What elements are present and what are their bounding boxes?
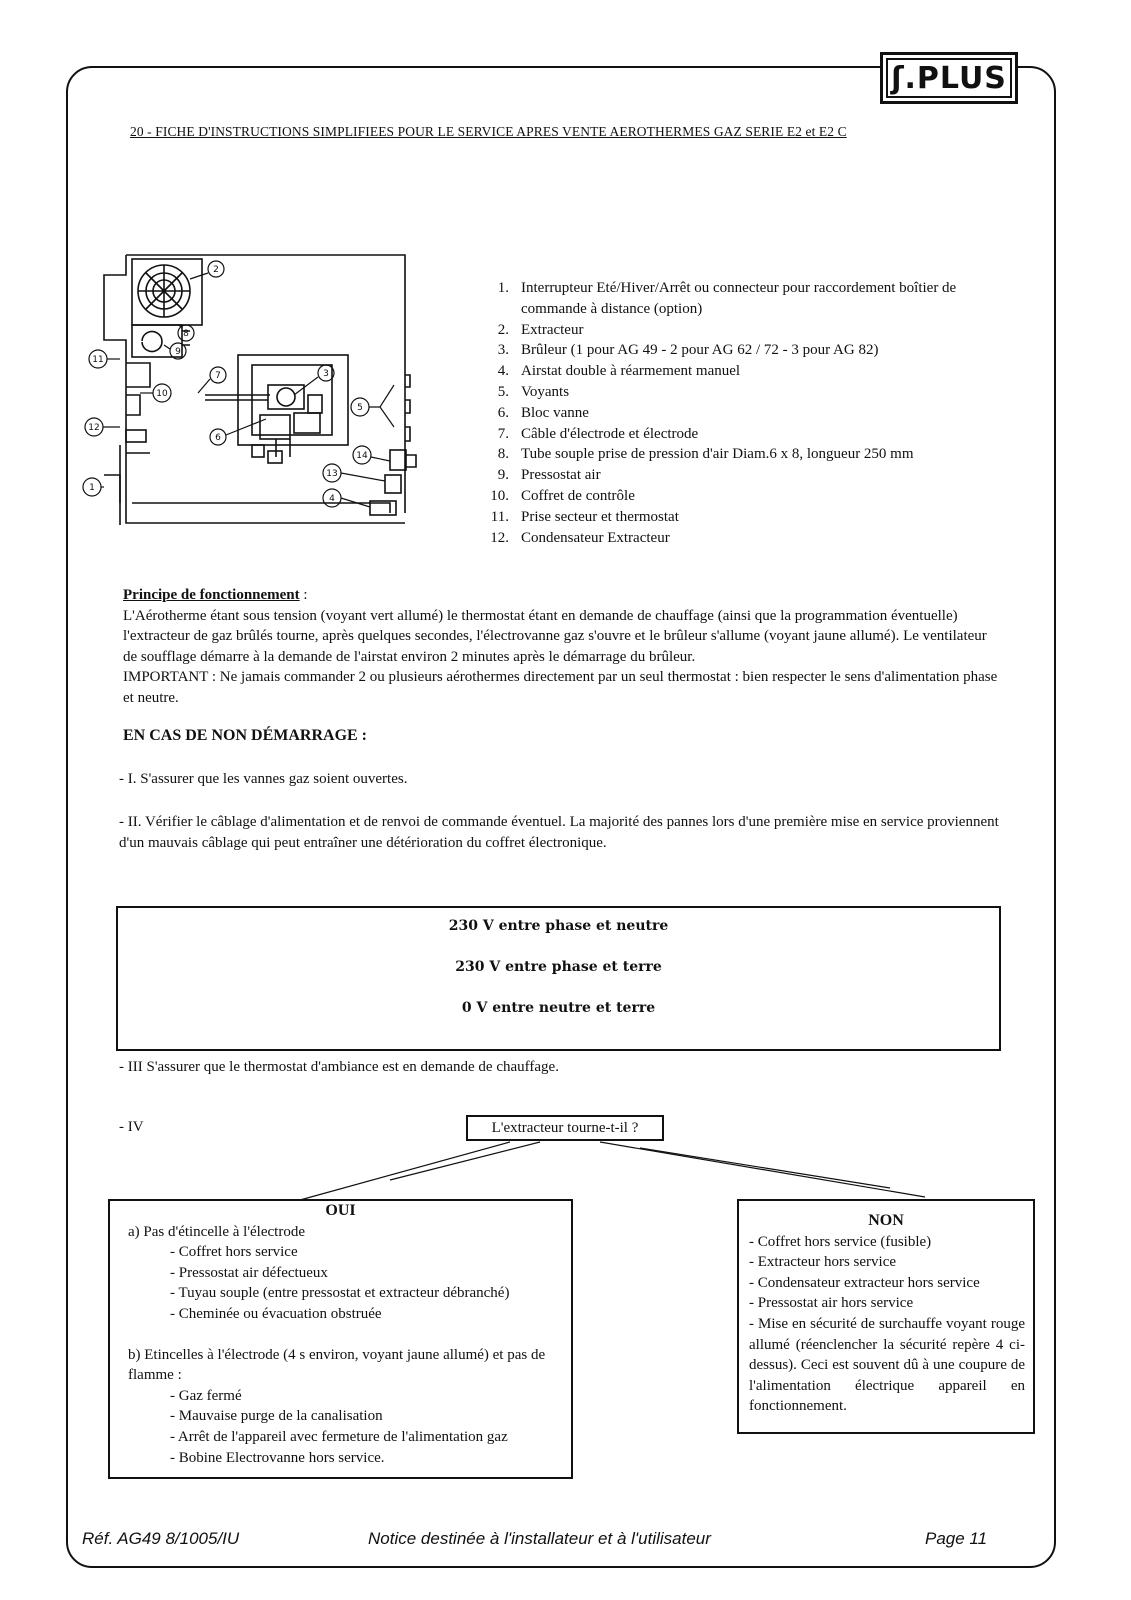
oui-a-item: - Tuyau souple (entre pressostat et extracteur débranché): [170, 1285, 510, 1302]
legend-num: 11.: [490, 508, 509, 525]
principe-title: Principe de fonctionnement: [123, 587, 300, 603]
legend-text: Brûleur (1 pour AG 49 - 2 pour AG 62 / 72 - 3 pour AG 82): [521, 342, 879, 359]
callout-4: 4: [329, 494, 335, 504]
oui-b-item: - Mauvaise purge de la canalisation: [170, 1408, 383, 1425]
non-item: - Coffret hors service (fusible): [749, 1233, 932, 1250]
principe-colon: :: [299, 587, 308, 603]
logo-text: ʃ.PLUS: [886, 58, 1012, 98]
legend-text: Extracteur: [521, 321, 584, 338]
non-heading: NON: [868, 1212, 904, 1229]
callout-10: 10: [156, 389, 168, 399]
callout-8: 8: [183, 329, 189, 339]
step-3: - III S'assurer que le thermostat d'ambiance est en demande de chauffage.: [119, 1059, 559, 1075]
oui-b-item: - Gaz fermé: [170, 1387, 242, 1404]
step-2: - II. Vérifier le câblage d'alimentation et de renvoi de commande éventuel. La majorité des pannes lors d'une première mise en service proviennent d'un mauvais câblage qui peut entraîner une détérioration du coffret électronique.: [119, 814, 999, 851]
important-note: IMPORTANT : Ne jamais commander 2 ou plusieurs aérothermes directement par un seul thermostat : bien respecter le sens d'alimentation phase et neutre.: [123, 669, 998, 706]
principe-body: L'Aérotherme étant sous tension (voyant vert allumé) le thermostat étant en demande de chauffage (ainsi que la programmation éventuelle) l'extracteur de gaz brûlés tourne, après quelques secondes, l'électrovanne gaz s'ouvre et le brûleur s'allume (voyant jaune allumé). Le ventilateur de soufflage démarre à la demande de l'airstat environ 2 minutes après le démarrage du brûleur.: [123, 607, 987, 665]
legend-text: Condensateur Extracteur: [521, 529, 670, 546]
footer-ref: Réf. AG49 8/1005/IU: [82, 1529, 240, 1548]
non-box: [737, 1199, 1035, 1434]
callout-12: 12: [88, 423, 100, 433]
step-1: - I. S'assurer que les vannes gaz soient ouvertes.: [119, 771, 408, 787]
legend-text: Pressostat air: [521, 467, 601, 484]
callout-13: 13: [326, 469, 338, 479]
callout-7: 7: [215, 371, 221, 381]
legend-text: Interrupteur Eté/Hiver/Arrêt ou connecteur pour raccordement boîtier de commande à distance (option): [521, 280, 957, 317]
non-item: - Condensateur extracteur hors service: [749, 1274, 980, 1291]
oui-box: [108, 1199, 573, 1479]
legend-num: 9.: [497, 467, 509, 484]
legend-num: 1.: [497, 280, 509, 296]
oui-b-item: - Bobine Electrovanne hors service.: [170, 1449, 385, 1466]
non-item: - Extracteur hors service: [749, 1254, 897, 1271]
callout-1: 1: [89, 483, 95, 493]
callout-14: 14: [356, 451, 368, 461]
footer-notice: Notice destinée à l'installateur et à l'utilisateur: [368, 1529, 711, 1548]
callout-3: 3: [323, 369, 329, 379]
legend-text: Airstat double à réarmement manuel: [521, 363, 741, 380]
legend-text: Tube souple prise de pression d'air Diam.6 x 8, longueur 250 mm: [521, 446, 914, 463]
legend-num: 4.: [497, 363, 509, 380]
callout-5: 5: [357, 403, 363, 413]
oui-heading: OUI: [325, 1202, 356, 1219]
callout-11: 11: [92, 355, 104, 365]
legend-text: Coffret de contrôle: [521, 487, 635, 504]
voltage-line: 230 V entre phase et neutre: [448, 918, 669, 934]
question-box: L'extracteur tourne-t-il ?: [466, 1115, 664, 1141]
non-item: - Pressostat air hors service: [749, 1295, 914, 1312]
legend-num: 5.: [497, 383, 509, 400]
legend-text: Câble d'électrode et électrode: [521, 425, 699, 442]
legend-num: 10.: [490, 487, 509, 504]
oui-b-item: - Arrêt de l'appareil avec fermeture de l'alimentation gaz: [170, 1428, 508, 1445]
voltage-line: 230 V entre phase et terre: [455, 959, 662, 975]
footer-page: Page 11: [925, 1529, 988, 1548]
step-4: - IV: [119, 1119, 144, 1135]
legend-num: 7.: [497, 425, 509, 442]
non-demarrage-heading: EN CAS DE NON DÉMARRAGE :: [123, 727, 368, 744]
voltage-line: 0 V entre neutre et terre: [461, 1000, 656, 1016]
oui-a-item: - Coffret hors service: [170, 1244, 298, 1261]
oui-a-item: - Cheminée ou évacuation obstruée: [170, 1305, 382, 1322]
legend-num: 3.: [497, 342, 509, 359]
legend-num: 12.: [490, 529, 509, 546]
page-title: 20 - FICHE D'INSTRUCTIONS SIMPLIFIEES POUR LE SERVICE APRES VENTE AEROTHERMES GAZ SERIE E2 et E2 C: [130, 124, 847, 139]
callout-6: 6: [215, 433, 221, 443]
legend-num: 2.: [497, 321, 509, 338]
legend-text: Voyants: [521, 383, 570, 400]
oui-a-item: - Pressostat air défectueux: [170, 1264, 328, 1281]
legend-text: Bloc vanne: [521, 404, 589, 421]
page-footer: [60, 1522, 1045, 1566]
legend-num: 8.: [497, 446, 509, 463]
legend-num: 6.: [497, 404, 509, 421]
callout-9: 9: [175, 347, 181, 357]
legend-text: Prise secteur et thermostat: [521, 508, 679, 525]
oui-a-title: a) Pas d'étincelle à l'électrode: [128, 1223, 305, 1240]
non-item: - Mise en sécurité de surchauffe voyant rouge allumé (réenclencher la sécurité repère 4 ci-dessus). Ceci est souvent dû à une coupure de l'alimentation électrique appareil en fonctionnement.: [749, 1315, 1025, 1415]
oui-b-title: b) Etincelles à l'électrode (4 s environ, voyant jaune allumé) et pas de flamme :: [128, 1346, 546, 1384]
callout-2: 2: [213, 265, 219, 275]
